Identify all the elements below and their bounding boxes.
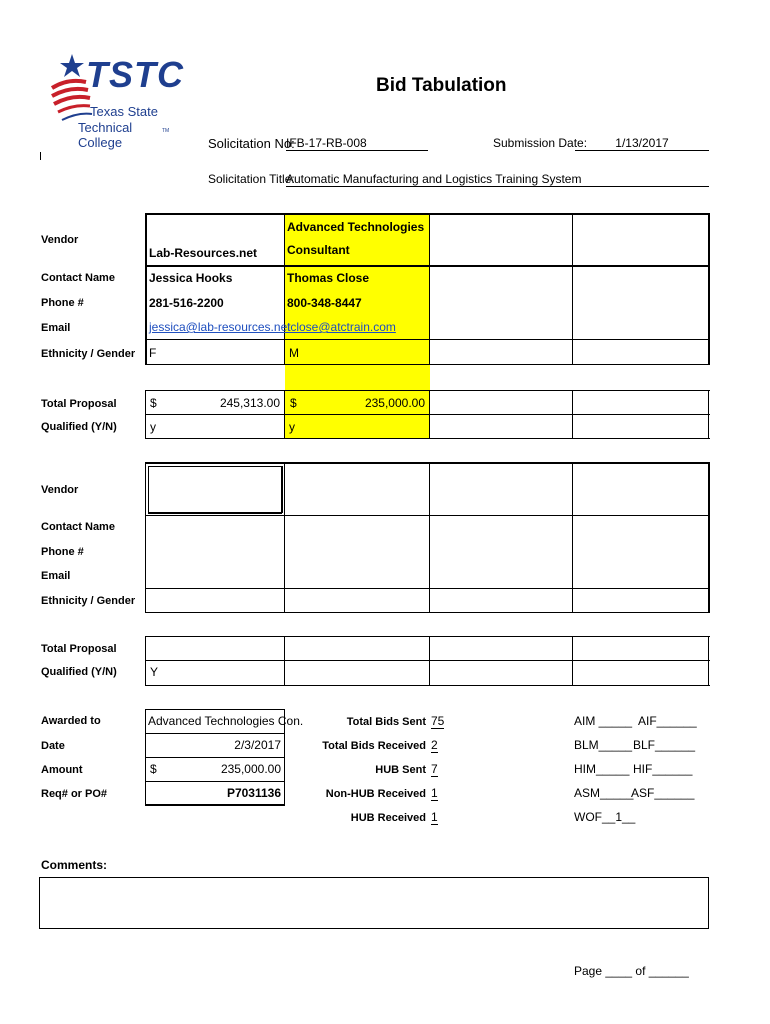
award-po-value: P7031136 [226,786,281,800]
label-email: Email [41,322,71,334]
comments-box[interactable] [39,877,709,929]
vendor2-name-line1: Advanced Technologies [287,220,425,234]
stat-total-bids-received-label: Total Bids Received [322,740,426,752]
label-phone-2: Phone # [41,546,84,558]
vendor1-email[interactable]: jessica@lab-resources.net [149,320,291,334]
awarded-to-value: Advanced Technologies Con. [148,714,304,728]
comments-label: Comments: [41,858,108,872]
stat-non-hub-received-label: Non-HUB Received [325,788,426,800]
stat-hub-sent-value: 7 [431,762,438,776]
label-total-proposal-2: Total Proposal [41,643,117,655]
code-hif: HIF______ [633,762,693,776]
solicitation-no-value: IFB-17-RB-008 [286,136,428,151]
label-email-2: Email [41,570,71,582]
vendor2-contact: Thomas Close [287,271,370,285]
code-him: HIM_____ [574,762,630,776]
submission-date-label: Submission Date: [493,136,588,150]
label-phone: Phone # [41,297,84,309]
logo [48,52,184,160]
label-qualified-2: Qualified (Y/N) [41,666,117,678]
label-vendor: Vendor [41,234,79,246]
vendor1-ethnicity: F [149,346,157,360]
vendor2-ethnicity: M [289,346,299,360]
vendor1-qualified: y [150,420,156,434]
code-aim: AIM _____ [574,714,633,728]
solicitation-no-label: Solicitation No: [208,136,295,151]
solicitation-title-value: Automatic Manufacturing and Logistics Training System [286,172,709,187]
stat-total-bids-sent-value: 75 [431,714,445,728]
award-date-value: 2/3/2017 [234,738,281,752]
award-amount-value: 235,000.00 [220,762,281,776]
stat-non-hub-received-value: 1 [431,786,438,800]
label-contact-name: Contact Name [41,272,115,284]
stat-hub-received-value: 1 [431,810,438,824]
logo-text: TSTC [86,54,184,95]
logo-line1: Texas State [90,104,158,119]
stat-total-bids-received-value: 2 [431,738,438,752]
code-blm: BLM_____ [574,738,633,752]
label-vendor-2: Vendor [41,484,79,496]
vendor1-contact: Jessica Hooks [149,271,233,285]
vendor2-qualified: y [289,420,295,434]
label-req-po: Req# or PO# [41,788,108,800]
page-footer: Page ____ of ______ [574,964,689,978]
code-blf: BLF______ [633,738,696,752]
label-qualified: Qualified (Y/N) [41,421,117,433]
vendor1-phone: 281-516-2200 [149,296,224,310]
submission-date-value: 1/13/2017 [575,136,709,151]
section2-qualified-1: Y [150,665,159,679]
vendor1-name: Lab-Resources.net [149,246,258,260]
label-amount: Amount [41,764,83,776]
logo-tm: TM [162,128,170,134]
label-contact-name-2: Contact Name [41,521,115,533]
vendor1-currency: $ [150,396,157,410]
code-aif: AIF______ [638,714,697,728]
stat-hub-sent-label: HUB Sent [375,764,426,776]
logo-line2: Technical College [78,120,133,150]
label-ethnicity: Ethnicity / Gender [41,348,136,360]
small-mark [40,152,41,160]
vendor1-total: 245,313.00 [219,396,280,410]
code-asf: ASF______ [631,786,695,800]
vendor2-email[interactable]: tclose@atctrain.com [287,320,396,334]
vendor2-total: 235,000.00 [364,396,425,410]
page-title: Bid Tabulation [376,75,507,96]
label-total-proposal: Total Proposal [41,398,117,410]
label-awarded-to: Awarded to [41,715,101,727]
stat-hub-received-label: HUB Received [350,812,426,824]
vendor2-phone: 800-348-8447 [287,296,362,310]
code-asm: ASM_____ [574,786,634,800]
award-currency: $ [150,762,157,776]
label-ethnicity-2: Ethnicity / Gender [41,595,136,607]
vendor2-name-line2: Consultant [287,243,350,257]
stat-total-bids-sent-label: Total Bids Sent [346,716,426,728]
label-date: Date [41,740,65,752]
solicitation-title-label: Solicitation Title: [208,172,295,186]
vendor2-currency: $ [290,396,297,410]
code-wof: WOF__1__ [574,810,636,824]
